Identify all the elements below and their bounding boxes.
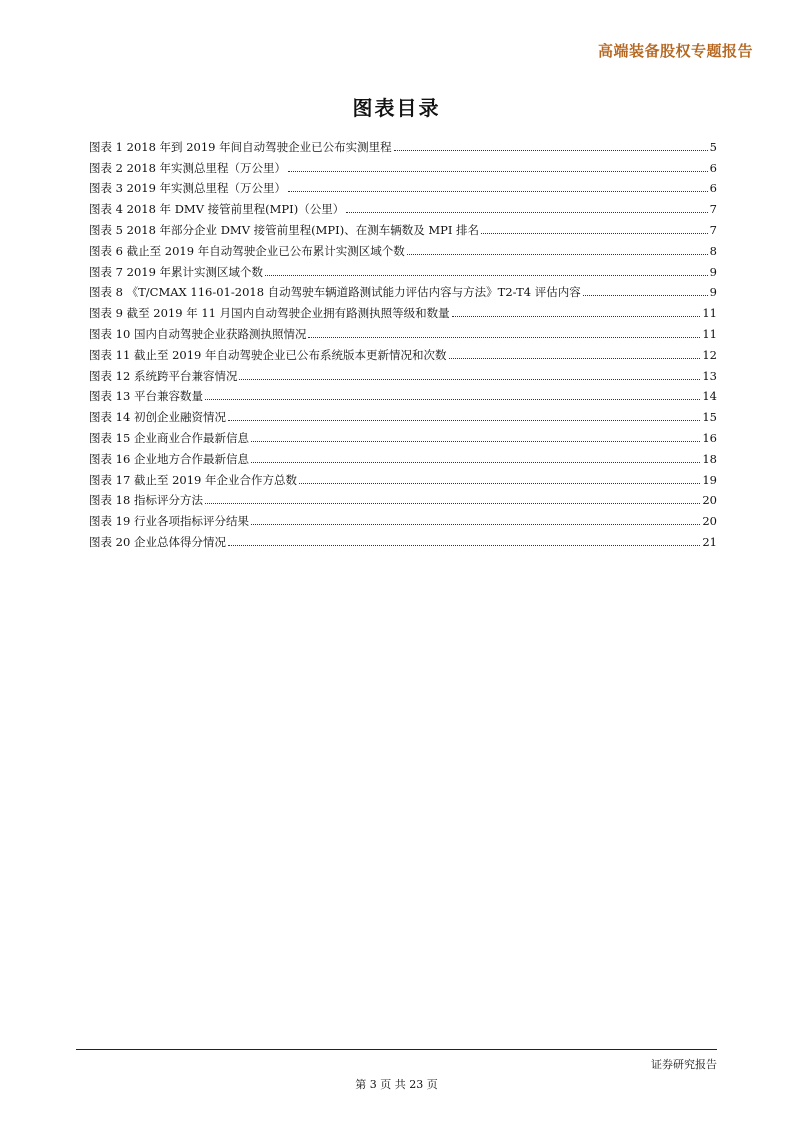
toc-leader-dots (346, 212, 707, 213)
toc-entry[interactable] (89, 320, 717, 341)
toc-entry[interactable] (89, 279, 717, 300)
toc-entry[interactable] (89, 383, 717, 404)
toc-entry[interactable] (89, 133, 717, 154)
toc-entry[interactable] (89, 362, 717, 383)
report-series-title: 高端装备股权专题报告 (597, 42, 753, 60)
toc-entry-label: 图表 10 国内自动驾驶企业获路测执照情况 (89, 326, 307, 341)
toc-leader-dots (251, 441, 700, 442)
toc-leader-dots (239, 379, 700, 380)
toc-leader-dots (481, 233, 708, 234)
toc-entry-label: 图表 9 截至 2019 年 11 月国内自动驾驶企业拥有路测执照等级和数量 (89, 306, 450, 321)
toc-entry[interactable] (89, 195, 717, 216)
toc-entry[interactable] (89, 445, 717, 466)
toc-entry-page: 20 (702, 514, 717, 529)
toc-leader-dots (288, 191, 708, 192)
toc-entry-label: 图表 1 2018 年到 2019 年间自动驾驶企业已公布实测里程 (89, 139, 392, 154)
toc-entry[interactable] (89, 237, 717, 258)
toc-entry-label: 图表 2 2018 年实测总里程（万公里） (89, 160, 287, 175)
footer-report-type: 证券研究报告 (651, 1058, 717, 1071)
toc-entry[interactable] (89, 528, 717, 549)
toc-entry-page: 14 (702, 389, 717, 404)
toc-entry-label: 图表 7 2019 年累计实测区域个数 (89, 264, 264, 279)
toc-entry-label: 图表 20 企业总体得分情况 (89, 534, 226, 549)
toc-leader-dots (251, 462, 700, 463)
toc-entry-page: 11 (702, 306, 717, 321)
toc-entry[interactable] (89, 154, 717, 175)
toc-entry-label: 图表 6 截止至 2019 年自动驾驶企业已公布累计实测区域个数 (89, 243, 405, 258)
toc-entry[interactable] (89, 216, 717, 237)
toc-leader-dots (228, 545, 700, 546)
toc-entry[interactable] (89, 507, 717, 528)
toc-entry-label: 图表 18 指标评分方法 (89, 493, 203, 508)
toc-entry-page: 18 (702, 451, 717, 466)
toc-entry[interactable] (89, 258, 717, 279)
toc-entry-page: 11 (702, 326, 717, 341)
footer-divider (76, 1049, 717, 1050)
toc-leader-dots (394, 150, 708, 151)
toc-leader-dots (251, 524, 700, 525)
toc-entry-label: 图表 3 2019 年实测总里程（万公里） (89, 181, 287, 196)
toc-entry-label: 图表 11 截止至 2019 年自动驾驶企业已公布系统版本更新情况和次数 (89, 347, 447, 362)
page-title: 图表目录 (352, 96, 441, 120)
toc-entry-page: 20 (702, 493, 717, 508)
toc-entry[interactable] (89, 299, 717, 320)
toc-entry-page: 5 (709, 139, 717, 154)
toc-entry-page: 9 (709, 285, 717, 300)
toc-leader-dots (407, 254, 708, 255)
toc-entry-label: 图表 15 企业商业合作最新信息 (89, 430, 249, 445)
toc-leader-dots (288, 171, 708, 172)
toc-leader-dots (205, 503, 700, 504)
toc-entry-page: 8 (709, 243, 717, 258)
toc-leader-dots (452, 316, 701, 317)
toc-leader-dots (583, 295, 708, 296)
toc-entry-label: 图表 5 2018 年部分企业 DMV 接管前里程(MPI)、在测车辆数及 MPI 排名 (89, 222, 480, 237)
toc-leader-dots (265, 275, 708, 276)
toc-entry-label: 图表 19 行业各项指标评分结果 (89, 514, 249, 529)
toc-leader-dots (308, 337, 700, 338)
toc-leader-dots (449, 358, 701, 359)
toc-entry[interactable] (89, 175, 717, 196)
toc-entry-page: 21 (702, 534, 717, 549)
toc-entry-page: 7 (709, 202, 717, 217)
toc-entry-label: 图表 12 系统跨平台兼容情况 (89, 368, 238, 383)
toc-entry-page: 19 (702, 472, 717, 487)
toc-entry-label: 图表 4 2018 年 DMV 接管前里程(MPI)（公里） (89, 202, 345, 217)
toc-entry-label: 图表 17 截止至 2019 年企业合作方总数 (89, 472, 298, 487)
toc-leader-dots (299, 483, 700, 484)
toc-entry-label: 图表 16 企业地方合作最新信息 (89, 451, 249, 466)
toc-leader-dots (205, 399, 700, 400)
toc-entry-page: 15 (702, 410, 717, 425)
toc-entry-label: 图表 13 平台兼容数量 (89, 389, 203, 404)
footer-page-number: 第 3 页 共 23 页 (355, 1078, 438, 1091)
toc-entry-page: 6 (709, 160, 717, 175)
toc-entry[interactable] (89, 466, 717, 487)
toc-entry-page: 7 (709, 222, 717, 237)
table-of-figures (89, 133, 717, 549)
toc-entry-label: 图表 8 《T/CMAX 116-01-2018 自动驾驶车辆道路测试能力评估内容与方法》T2-T4 评估内容 (89, 285, 581, 300)
toc-entry-page: 12 (702, 347, 717, 362)
toc-entry[interactable] (89, 487, 717, 508)
toc-leader-dots (228, 420, 700, 421)
toc-entry[interactable] (89, 341, 717, 362)
toc-entry[interactable] (89, 403, 717, 424)
toc-entry-label: 图表 14 初创企业融资情况 (89, 410, 226, 425)
toc-entry-page: 6 (709, 181, 717, 196)
toc-entry-page: 9 (709, 264, 717, 279)
toc-entry-page: 13 (702, 368, 717, 383)
toc-entry[interactable] (89, 424, 717, 445)
toc-entry-page: 16 (702, 430, 717, 445)
